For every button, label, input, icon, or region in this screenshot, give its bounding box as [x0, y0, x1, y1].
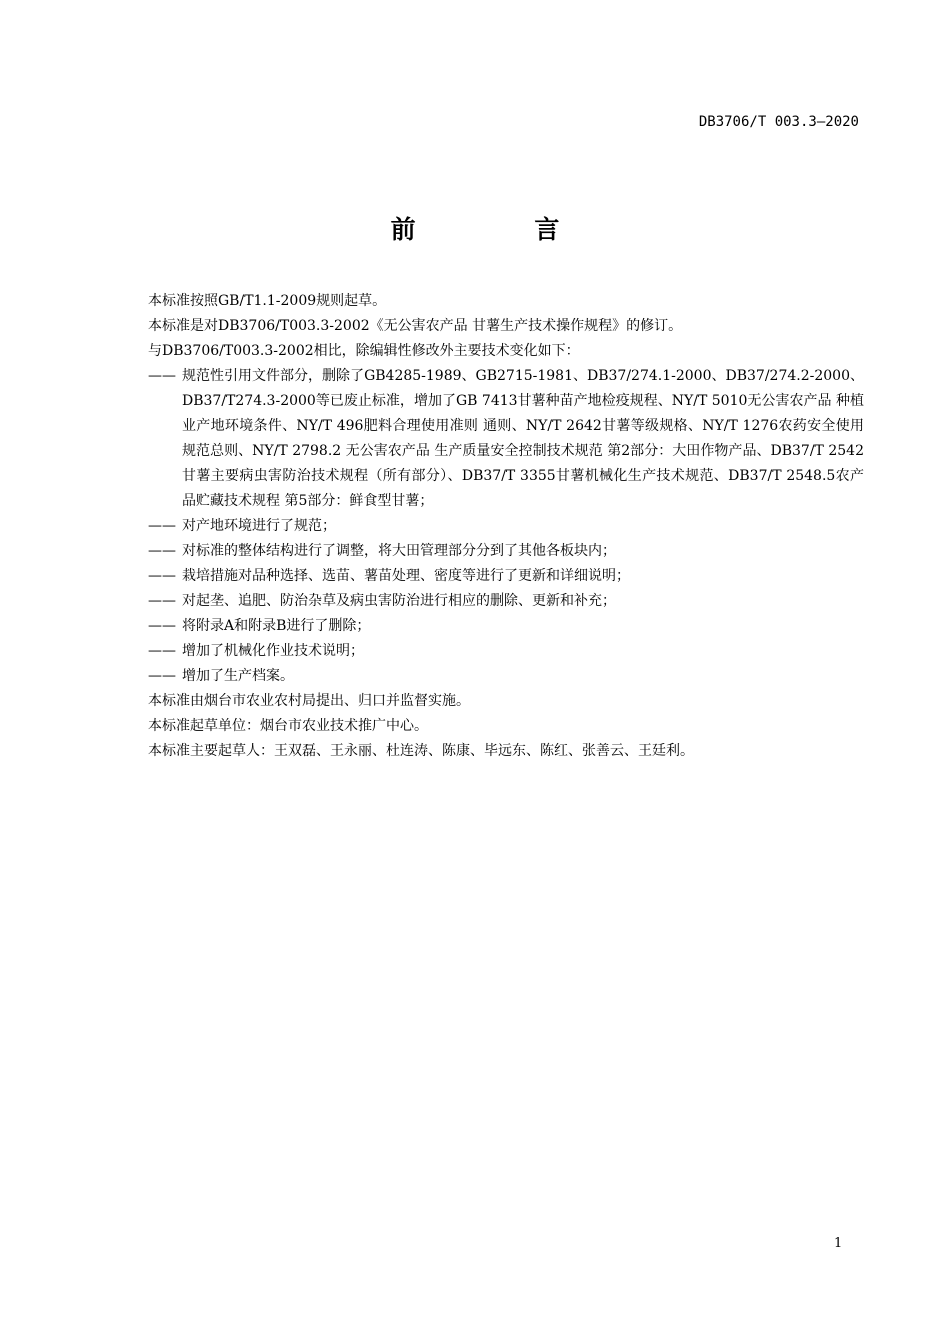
change-item-text: 将附录A和附录B进行了删除； [182, 618, 371, 634]
change-item-text: 规范性引用文件部分，删除了GB4285-1989、GB2715-1981、DB37/274.1-2000、DB37/274.2-2000、DB37/T274.3-2000等已废止标准，增加了GB 7413甘薯种苗产地检疫规程、NY/T 5010无公害农产品 种植业产地环境条件、NY/T 496肥料合理使用准则 通则、NY/T 2642甘薯等级规格、NY/T 1276农药安全使用规范总则、NY/T 2798.2 无公害农产品 生产质量安全控制技术规范 第2部分：大田作物产品、DB37/T 2542甘薯主要病虫害防治技术规程（所有部分）、DB37/T 3355甘薯机械化生产技术规范、DB37/T 2548.5农产品贮藏技术规程 第5部分：鲜食型甘薯； [182, 368, 864, 509]
change-item-ridging [148, 589, 864, 614]
paragraph-drafting-rules: 本标准按照GB/T1.1-2009规则起草。 [148, 293, 387, 309]
dash-marker: —— [148, 593, 176, 609]
change-item-mechanization [148, 639, 864, 664]
page-number: 1 [834, 1236, 843, 1251]
change-item-structure [148, 539, 864, 564]
change-item-text: 栽培措施对品种选择、选苗、薯苗处理、密度等进行了更新和详细说明； [182, 568, 630, 584]
paragraph-proposed-by: 本标准由烟台市农业农村局提出、归口并监督实施。 [148, 693, 470, 709]
dash-marker: —— [148, 568, 176, 584]
change-item-text: 对标准的整体结构进行了调整，将大田管理部分分到了其他各板块内； [182, 543, 616, 559]
change-item-environment [148, 514, 864, 539]
page-title: 前 言 [390, 215, 615, 244]
dash-marker: —— [148, 618, 176, 634]
change-item-references [148, 364, 864, 514]
paragraph-drafting-unit: 本标准起草单位：烟台市农业技术推广中心。 [148, 718, 428, 734]
change-item-cultivation [148, 564, 864, 589]
change-item-text: 增加了机械化作业技术说明； [182, 643, 364, 659]
dash-marker: —— [148, 543, 176, 559]
dash-marker: —— [148, 643, 176, 659]
document-code: DB3706/T 003.3—2020 [698, 114, 859, 130]
change-item-records [148, 664, 864, 689]
paragraph-changes-intro: 与DB3706/T003.3-2002相比，除编辑性修改外主要技术变化如下： [148, 343, 580, 359]
change-item-text: 对产地环境进行了规范； [182, 518, 336, 534]
change-item-text: 对起垄、追肥、防治杂草及病虫害防治进行相应的删除、更新和补充； [182, 593, 616, 609]
change-item-appendix [148, 614, 864, 639]
dash-marker: —— [148, 668, 176, 684]
change-item-text: 增加了生产档案。 [182, 668, 294, 684]
foreword-body [148, 289, 864, 764]
dash-marker: —— [148, 518, 176, 534]
paragraph-drafters: 本标准主要起草人：王双磊、王永丽、杜连涛、陈康、毕远东、陈红、张善云、王廷利。 [148, 743, 694, 759]
paragraph-revision-of: 本标准是对DB3706/T003.3-2002《无公害农产品 甘薯生产技术操作规程》的修订。 [148, 318, 683, 334]
dash-marker: —— [148, 368, 176, 384]
